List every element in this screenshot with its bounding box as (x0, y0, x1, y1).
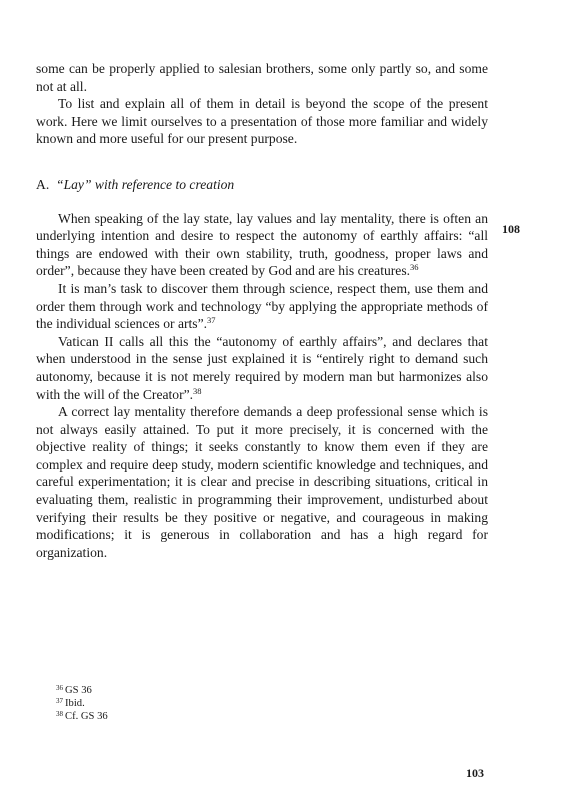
section-heading (36, 176, 488, 194)
paragraph-mans-task: It is man’s task to discover them through science, respect them, use them and order them through work and technology “by applying the appropriate methods of the individual sciences or arts”.$^{37}$ (36, 280, 488, 332)
footnote: $^{38}$ Cf. GS 36 (56, 710, 108, 722)
page-number: 103 (466, 766, 484, 780)
footnote: $^{37}$ Ibid. (56, 697, 85, 709)
footnote-ref: 37 (207, 315, 216, 326)
section-letter: A. (36, 176, 50, 192)
paragraph-continuation: some can be properly applied to salesian brothers, some only partly so, and some not at all. (36, 61, 488, 94)
paragraph-vatican: Vatican II calls all this the “autonomy of earthly affairs”, and declares that when understood in the sense just explained it is “entirely right to demand such autonomy, because it is not merely required by modern man but harmonizes also with the will of the Creator”.$^{38}$ (36, 333, 488, 402)
footnote: $^{36}$ GS 36 (56, 684, 92, 696)
paragraph-lay-state: When speaking of the lay state, lay values and lay mentality, there is often an underlying intention and desire to respect the autonomy of earthly affairs: “all things are endowed with their own stability, truth, goodness, proper laws and order”, because they have been created by God and are his creatures.$^{36}$ (36, 210, 488, 279)
footnotes (56, 684, 356, 723)
margin-paragraph-number: 108 (502, 222, 520, 236)
body-text (36, 60, 488, 561)
paragraph-scope: To list and explain all of them in detail is beyond the scope of the present work. Here we limit ourselves to a presentation of those more familiar and widely known and more useful for our present purpose. (36, 96, 488, 147)
section-title: “Lay” with reference to creation (56, 176, 235, 192)
footnote-ref: 36 (410, 262, 419, 273)
paragraph-lay-mentality: A correct lay mentality therefore demands a deep professional sense which is not always easily attained. To put it more precisely, it is concerned with the objective reality of things; it seeks constantly to know them even if they are complex and require deep study, modern scientific knowledge and techniques, and careful experimentation; it is clear and precise in describing situations, critical in evaluating them, realistic in programming their improvement, undisturbed about verifying their results be they positive or negative, and courageous in making modifications; it is generous in collaboration and has a high regard for organization. (36, 404, 488, 560)
footnote-ref: 38 (193, 385, 202, 396)
